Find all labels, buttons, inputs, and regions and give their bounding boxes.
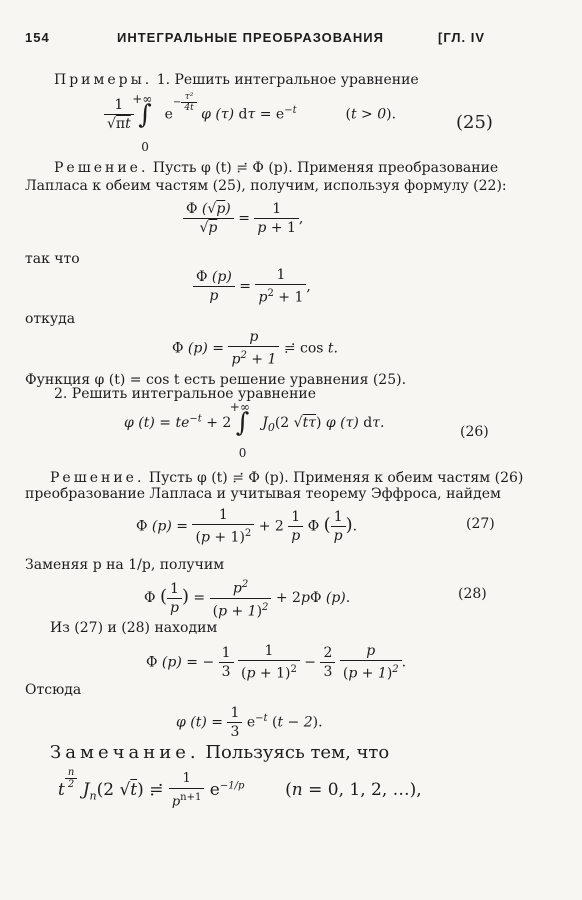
equation-solution: φ (t) = $\frac{1}{3}$ $e^{-t}$ (t − 2). [176,705,323,740]
equation-28-tag: (28) [458,586,487,602]
chapter-label: [ГЛ. IV [438,30,486,45]
equation-27-tag: (27) [466,516,495,532]
solution-1-heading: Решение. [54,160,149,176]
solution-2-text-a: Пусть φ (t) ≓ Φ (p). Применяя к обеим частям (26) [148,470,524,486]
equation-cos: Φ (p) = $\frac{p}{p^2 + 1}$ ≓ cos t. [172,329,338,368]
solution-1-line-a [54,160,498,176]
equation-phi-sqrt: $\frac{\Phi (√p)}{√p}$ = $\frac{1}{p + 1}$ , [183,200,303,237]
equation-25-tag: (25) [456,112,493,133]
solution-1-text-a: Пусть φ (t) ≓ Φ (p). Применяя преобразование [152,160,499,176]
remark-heading: Замечание. [50,742,200,763]
example-2-intro: 2. Решить интегральное уравнение [54,386,317,402]
examples-heading: Примеры. [54,72,153,88]
solution-2-line-a [50,470,523,486]
equation-26: φ $(t) = te^{-t} + 2$ ∫ +∞ 0 $J_0(2$ √tτ) φ (τ) dτ. [124,400,385,460]
remark-text: Пользуясь тем, что [205,742,390,763]
equation-25: $\frac{1}{√\pi t}$ ∫ +∞ 0 $e^{- \frac{\text{τ²}}{4t}}$ φ (τ) $d\tau = e^{-t}$ (t > 0). [104,96,396,146]
page-number: 154 [25,30,50,45]
function-text: Функция φ (t) = cos t есть решение уравнения (25). [25,372,407,388]
equation-27: Φ (p) = $\frac{1}{(p + 1)^2}$ + 2 $\frac{1}{p}$ Φ ( $\frac{1}{p}$ ). [136,507,358,546]
otsyuda-text: Отсюда [25,682,82,698]
solution-2-heading: Решение. [50,470,145,486]
remark-line [50,742,389,763]
solution-1-text-b: Лапласа к обеим частям (25), получим, используя формулу (22): [25,178,507,194]
tak-chto-text: так что [25,251,80,267]
example-1-intro: 1. Решить интегральное уравнение [156,72,419,88]
equation-28: Φ ( $\frac{1}{p}$ ) = $\frac{p^2}{(p + 1)^2}$ + 2pΦ (p). [144,576,350,620]
running-title: ИНТЕГРАЛЬНЫЕ ПРЕОБРАЗОВАНИЯ [117,30,384,45]
examples-line [54,72,419,88]
equation-phi-final: Φ (p) = − $\frac{1}{3}$ $\frac{1}{(p + 1)^2}$ − $\frac{2}{3}$ $\frac{p}{(p + 1)^2}$ . [146,643,407,682]
from-27-28-text: Из (27) и (28) находим [50,620,218,636]
equation-26-tag: (26) [460,424,489,440]
replace-text: Заменяя p на 1/p, получим [25,557,225,573]
equation-phi-p: $\frac{\Phi (p)}{p}$ = $\frac{1}{p^2 + 1}$ , [193,266,311,307]
otkuda-text: откуда [25,311,76,327]
solution-2-text-b: преобразование Лапласа и учитывая теорему Эффроса, найдем [25,486,501,502]
equation-remark: t $^{\frac{n}{2}}$ $J_n(2$ √t) ≓ $\frac{1}{p^{n+1}}$ $e^{-1/p}$ (n = 0, 1, 2, …), [58,767,422,810]
